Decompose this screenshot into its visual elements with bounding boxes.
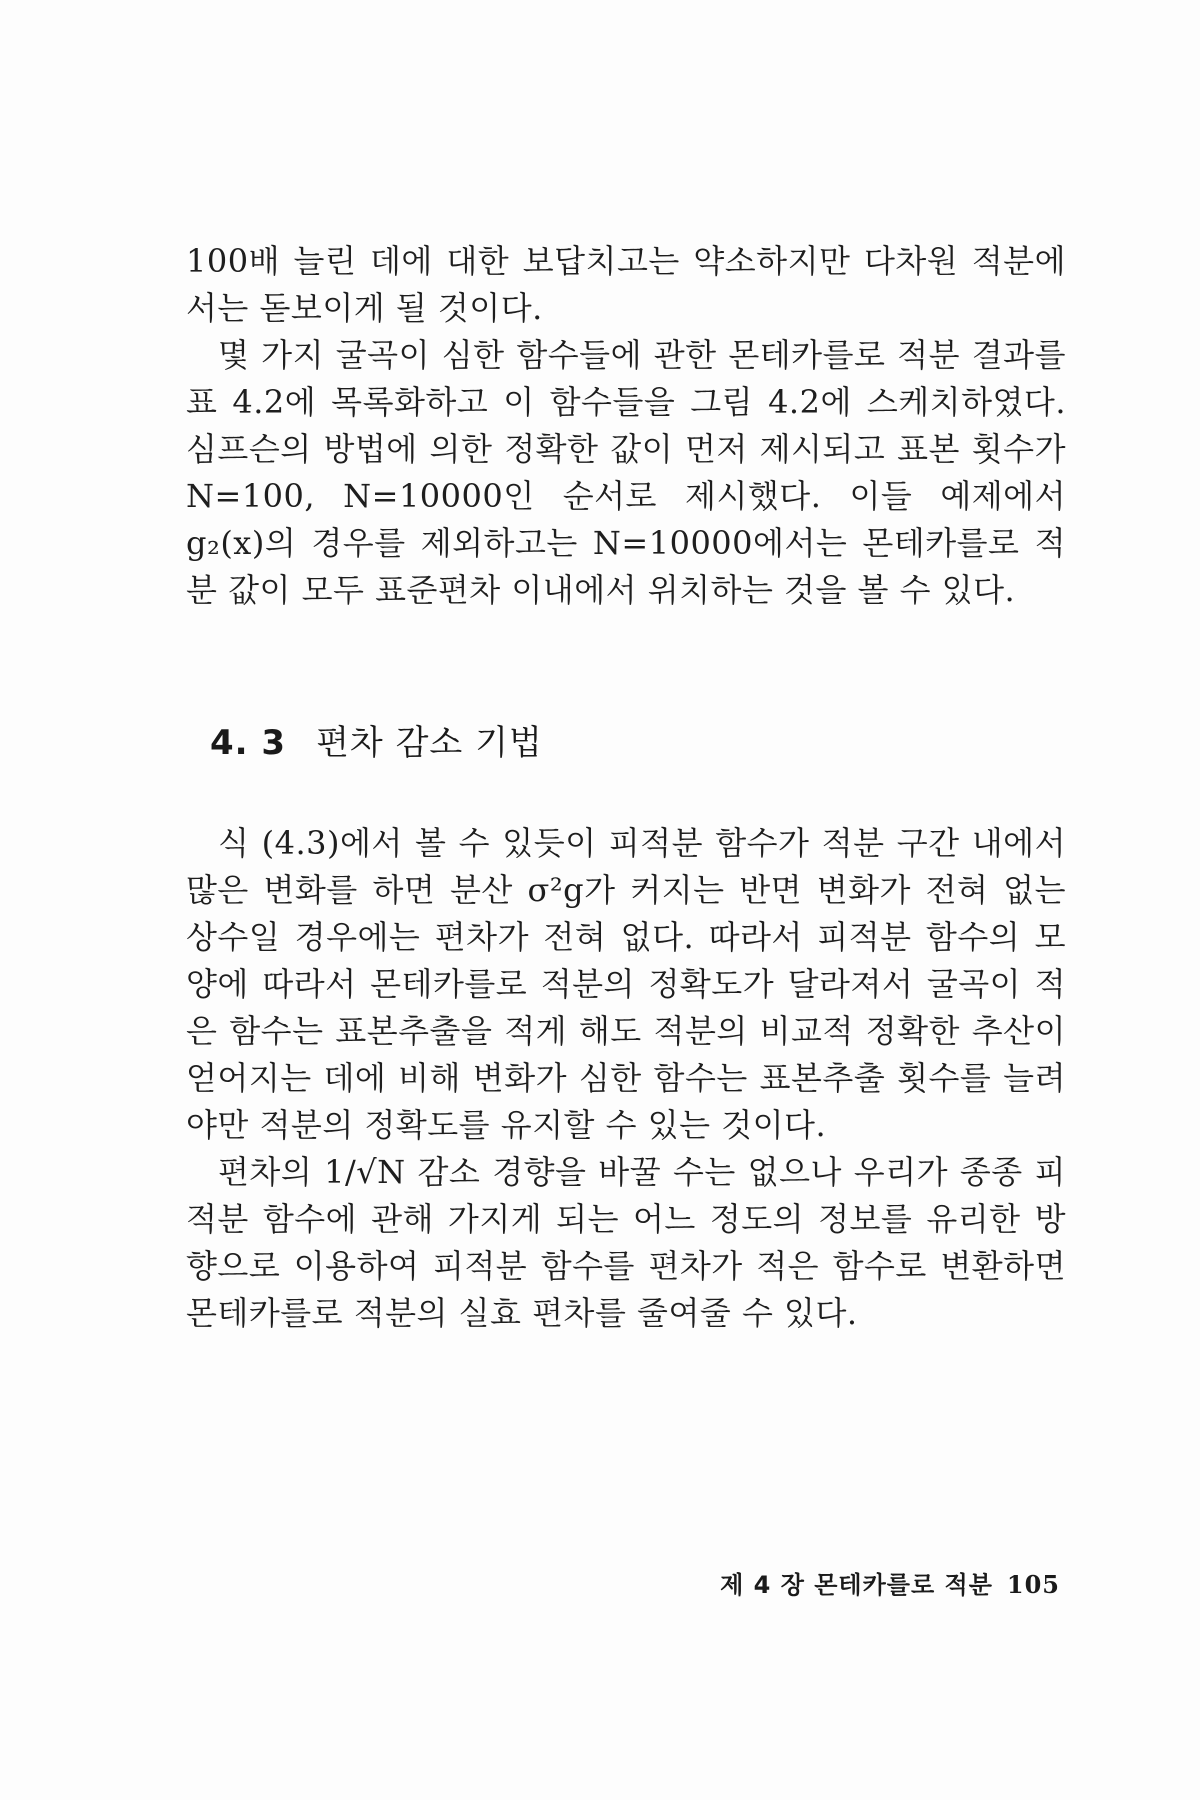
page-footer (720, 1565, 1060, 1600)
footer-chapter-title: 제 4 장 몬테카를로 적분 (720, 1571, 993, 1599)
section-heading (210, 715, 543, 764)
paragraph-variance-intro: 식 (4.3)에서 볼 수 있듯이 피적분 함수가 적분 구간 내에서 많은 변화를 하면 분산 σ²g가 커지는 반면 변화가 전혀 없는 상수일 경우에는 편차가 전혀 없다. 따라서 피적분 함수의 모양에 따라서 몬테카를로 적분의 정확도가 달라져서 굴곡이 적은 함수는 표본추출을 적게 해도 적분의 비교적 정확한 추산이 얻어지는 데에 비해 변화가 심한 함수는 표본추출 횟수를 늘려야만 적분의 정확도를 유지할 수 있는 것이다. (186, 824, 1066, 1144)
page-number: 105 (1006, 1570, 1060, 1599)
paragraph-continued: 100배 늘린 데에 대한 보답치고는 약소하지만 다차원 적분에서는 돋보이게 될 것이다. (186, 242, 1066, 327)
section-title: 편차 감소 기법 (316, 723, 543, 763)
paragraph-monte-carlo-results: 몇 가지 굴곡이 심한 함수들에 관한 몬테카를로 적분 결과를 표 4.2에 목록화하고 이 함수들을 그림 4.2에 스케치하였다. 심프슨의 방법에 의한 정확한 값이 먼저 제시되고 표본 횟수가 N=100, N=10000인 순서로 제시했다. 이들 예제에서 g₂(x)의 경우를 제외하고는 N=10000에서는 몬테카를로 적분 값이 모두 표준편차 이내에서 위치하는 것을 볼 수 있다. (186, 336, 1066, 609)
paragraph-variance-reduction: 편차의 1/√N 감소 경향을 바꿀 수는 없으나 우리가 종종 피적분 함수에 관해 가지게 되는 어느 정도의 정보를 유리한 방향으로 이용하여 피적분 함수를 편차가 적은 함수로 변환하면 몬테카를로 적분의 실효 편차를 줄여줄 수 있다. (186, 1153, 1066, 1332)
section-number: 4. 3 (210, 723, 287, 763)
bottom-text-block (186, 820, 1066, 1337)
top-text-block (186, 238, 1066, 614)
